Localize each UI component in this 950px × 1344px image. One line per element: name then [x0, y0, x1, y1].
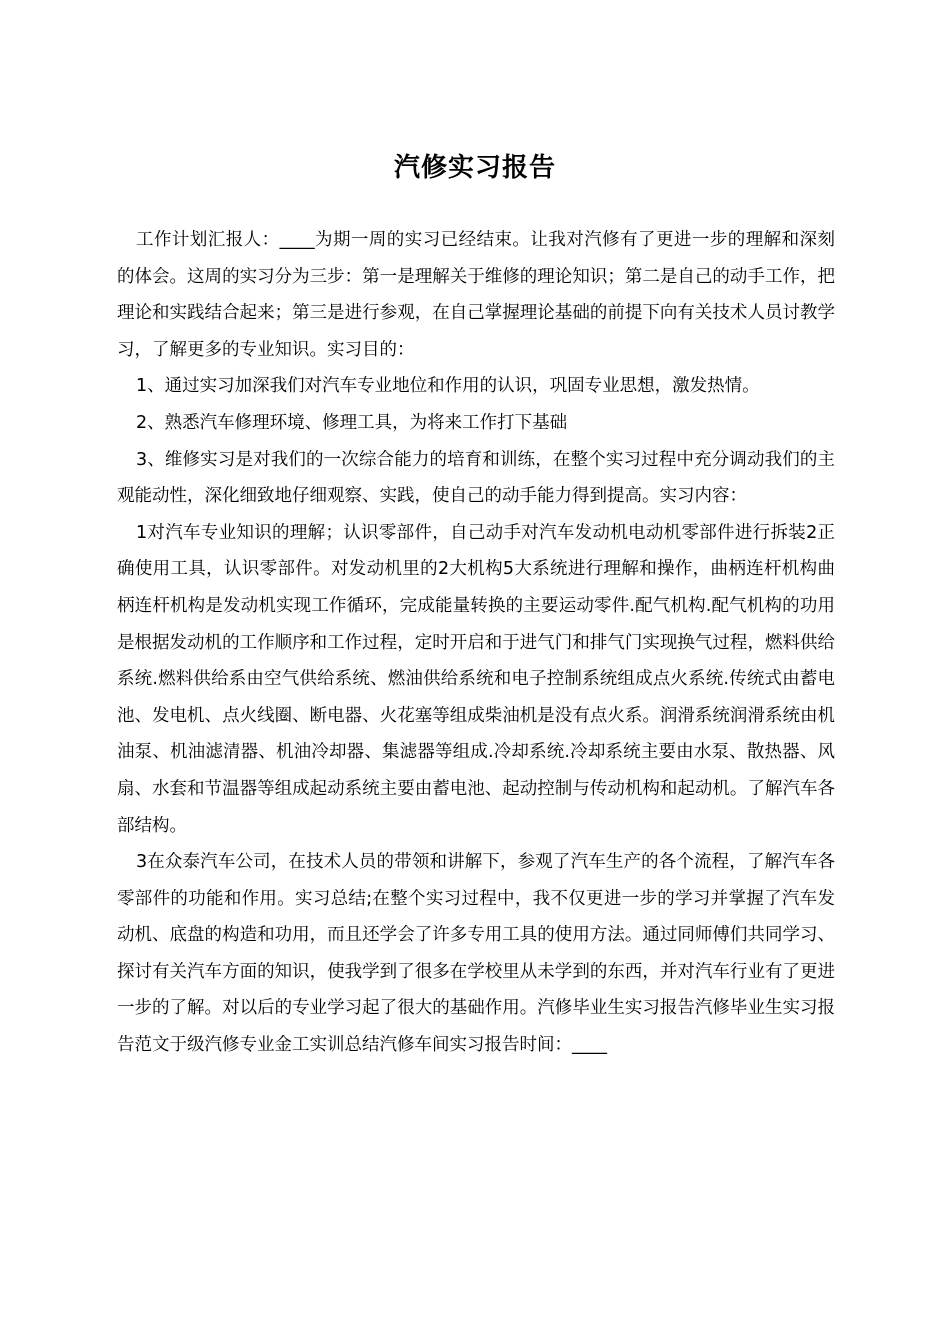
paragraph-purpose-3: 3、维修实习是对我们的一次综合能力的培育和训练，在整个实习过程中充分调动我们的主观能动性，深化细致地仔细观察、实践，使自己的动手能力得到提高。实习内容： — [117, 449, 835, 507]
paragraph-purpose-2: 2、熟悉汽车修理环境、修理工具，为将来工作打下基础 — [136, 412, 568, 433]
document-body — [117, 222, 835, 1064]
document-title: 汽修实习报告 — [393, 153, 556, 184]
paragraph-content-1: 1对汽车专业知识的理解；认识零部件，自己动手对汽车发动机电动机零部件进行拆装2正确使用工具，认识零部件。对发动机里的2大机构5大系统进行理解和操作，曲柄连杆机构曲柄连杆机构是发动机实现工作循环，完成能量转换的主要运动零件.配气机构.配气机构的功用是根据发动机的工作顺序和工作过程，定时开启和于进气门和排气门实现换气过程，燃料供给系统.燃料供给系由空气供给系统、燃油供给系统和电子控制系统组成点火系统.传统式由蓄电池、发电机、点火线圈、断电器、火花塞等组成柴油机是没有点火系。润滑系统润滑系统由机油泵、机油滤清器、机油冷却器、集滤器等组成.冷却系统.冷却系统主要由水泵、散热器、风扇、水套和节温器等组成起动系统主要由蓄电池、起动控制与传动机构和起动机。了解汽车各部结构。 — [117, 522, 835, 836]
paragraph-content-3: 3在众泰汽车公司，在技术人员的带领和讲解下，参观了汽车生产的各个流程，了解汽车各零部件的功能和作用。实习总结;在整个实习过程中，我不仅更进一步的学习并掌握了汽车发动机、底盘的构造和功用，而且还学会了许多专用工具的使用方法。通过同师傅们共同学习、探讨有关汽车方面的知识，使我学到了很多在学校里从未学到的东西，并对汽车行业有了更进一步的了解。对以后的专业学习起了很大的基础作用。汽修毕业生实习报告汽修毕业生实习报告范文于级汽修专业金工实训总结汽修车间实习报告时间：____ — [117, 852, 835, 1056]
paragraph-intro: 工作计划汇报人：____为期一周的实习已经结束。让我对汽修有了更进一步的理解和深刻的体会。这周的实习分为三步：第一是理解关于维修的理论知识；第二是自己的动手工作，把理论和实践结合起来；第三是进行参观，在自己掌握理论基础的前提下向有关技术人员讨教学习，了解更多的专业知识。实习目的： — [117, 230, 835, 360]
paragraph-purpose-1: 1、通过实习加深我们对汽车专业地位和作用的认识，巩固专业思想，激发热情。 — [136, 376, 760, 397]
